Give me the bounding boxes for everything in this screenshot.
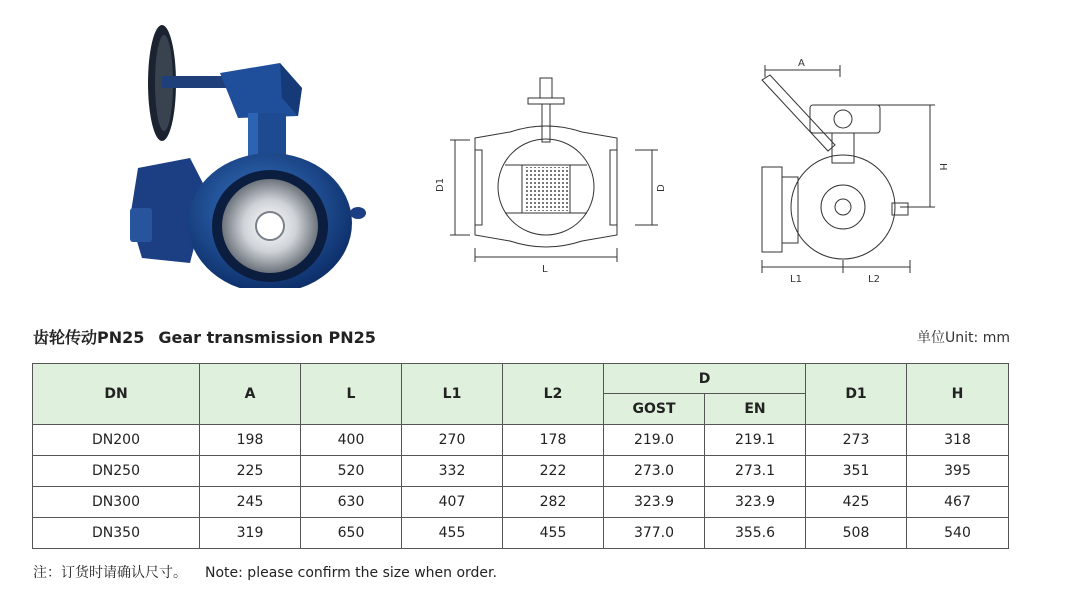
table-row [33, 456, 1009, 487]
label-l2: L2 [868, 274, 880, 285]
cell-l2: 282 [503, 487, 604, 518]
cell-h: 540 [907, 518, 1009, 549]
side-view-drawing [430, 70, 690, 280]
cell-l1: 455 [402, 518, 503, 549]
cell-dn: DN250 [33, 456, 200, 487]
label-h: H [937, 163, 948, 171]
title-chinese: 齿轮传动PN25 [33, 328, 145, 347]
cell-l: 520 [301, 456, 402, 487]
cell-a: 319 [200, 518, 301, 549]
header-en: EN [705, 394, 806, 425]
label-d: D [656, 184, 667, 192]
header-dn: DN [33, 364, 200, 425]
cell-a: 245 [200, 487, 301, 518]
cell-l2: 222 [503, 456, 604, 487]
unit-label: 单位Unit: mm [917, 330, 1010, 346]
table-header-row [33, 364, 1009, 394]
cell-en: 323.9 [705, 487, 806, 518]
header-h: H [907, 364, 1009, 425]
order-note [33, 562, 497, 582]
cell-a: 198 [200, 425, 301, 456]
cell-en: 355.6 [705, 518, 806, 549]
table-row [33, 425, 1009, 456]
cell-gost: 273.0 [604, 456, 705, 487]
label-a: A [798, 58, 805, 69]
header-l2: L2 [503, 364, 604, 425]
cell-l: 650 [301, 518, 402, 549]
cell-gost: 323.9 [604, 487, 705, 518]
cell-en: 273.1 [705, 456, 806, 487]
end-view-drawing [740, 55, 955, 290]
dimension-table [32, 363, 1009, 549]
cell-d1: 425 [806, 487, 907, 518]
cell-l2: 178 [503, 425, 604, 456]
valve-product-photo [120, 18, 370, 288]
cell-l1: 270 [402, 425, 503, 456]
cell-d1: 508 [806, 518, 907, 549]
cell-gost: 377.0 [604, 518, 705, 549]
cell-h: 467 [907, 487, 1009, 518]
header-l1: L1 [402, 364, 503, 425]
cell-dn: DN350 [33, 518, 200, 549]
header-gost: GOST [604, 394, 705, 425]
cell-l2: 455 [503, 518, 604, 549]
title-english: Gear transmission PN25 [158, 328, 376, 347]
cell-en: 219.1 [705, 425, 806, 456]
cell-d1: 351 [806, 456, 907, 487]
header-l: L [301, 364, 402, 425]
cell-d1: 273 [806, 425, 907, 456]
cell-a: 225 [200, 456, 301, 487]
cell-l1: 332 [402, 456, 503, 487]
section-title [33, 325, 376, 348]
cell-h: 395 [907, 456, 1009, 487]
header-d1: D1 [806, 364, 907, 425]
label-l1: L1 [790, 274, 802, 285]
label-l: L [542, 264, 548, 275]
cell-l: 630 [301, 487, 402, 518]
cell-l1: 407 [402, 487, 503, 518]
note-english: Note: please confirm the size when order. [205, 565, 497, 581]
cell-dn: DN300 [33, 487, 200, 518]
header-d: D [604, 364, 806, 394]
cell-gost: 219.0 [604, 425, 705, 456]
header-a: A [200, 364, 301, 425]
table-row [33, 518, 1009, 549]
figures-area [0, 0, 1068, 300]
cell-l: 400 [301, 425, 402, 456]
note-chinese: 注：订货时请确认尺寸。 [33, 565, 187, 581]
cell-dn: DN200 [33, 425, 200, 456]
table-row [33, 487, 1009, 518]
cell-h: 318 [907, 425, 1009, 456]
label-d1: D1 [435, 177, 446, 192]
